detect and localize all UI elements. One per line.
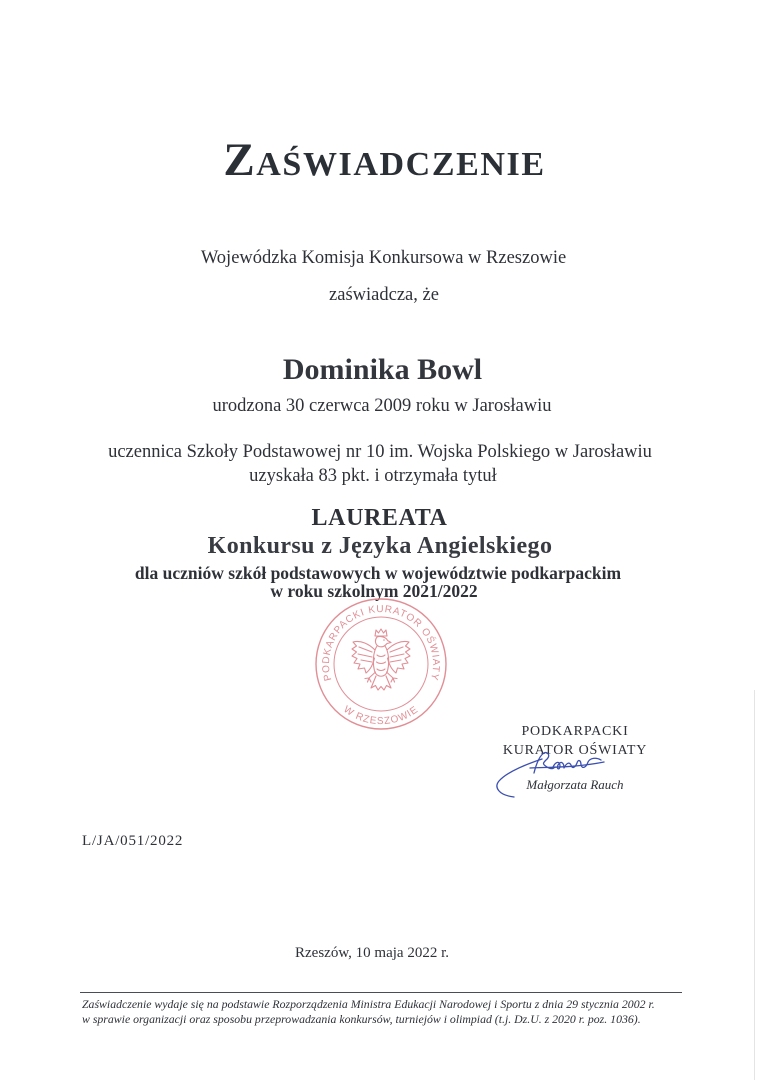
footer-legal-note-line-2: w sprawie organizacji oraz sposobu przeprowadzania konkursów, turniejów i olimpiad (t.j. Dz.U. z 2020 r. poz. 1036). bbox=[82, 1012, 641, 1026]
birth-info: urodzona 30 czerwca 2009 roku w Jarosławiu bbox=[212, 396, 552, 416]
official-stamp bbox=[311, 594, 451, 734]
reference-number: L/JA/051/2022 bbox=[82, 833, 184, 849]
competition-name: Konkursu z Języka Angielskiego bbox=[207, 533, 553, 559]
document-title: ZAŚWIADCZENIE bbox=[223, 134, 546, 186]
award-title: LAUREATA bbox=[311, 505, 448, 531]
signatory-title-line-2: KURATOR OŚWIATY bbox=[502, 743, 648, 758]
competition-scope: dla uczniów szkół podstawowych w województwie podkarpackim bbox=[134, 563, 622, 583]
issuer: Wojewódzka Komisja Konkursowa w Rzeszowie bbox=[200, 248, 567, 268]
stamp-bottom-text-path: W RZESZOWIE bbox=[341, 704, 421, 728]
place-and-date: Rzeszów, 10 maja 2022 r. bbox=[295, 945, 449, 961]
stamp-top-text-path: PODKARPACKI KURATOR OŚWIATY bbox=[320, 604, 442, 682]
certifies-text: zaświadcza, że bbox=[329, 285, 439, 305]
scan-edge-line bbox=[754, 690, 755, 1080]
footer-divider bbox=[80, 992, 682, 993]
school-year: w roku szkolnym 2021/2022 bbox=[270, 581, 478, 601]
signatory-name: Małgorzata Rauch bbox=[526, 777, 624, 792]
stamp-bottom-text bbox=[341, 704, 420, 727]
eagle-emblem bbox=[352, 629, 410, 690]
school-info: uczennica Szkoły Podstawowej nr 10 im. Wojska Polskiego w Jarosławiu bbox=[108, 442, 652, 462]
score-info: uzyskała 83 pkt. i otrzymała tytuł bbox=[249, 466, 497, 486]
signature-scribble bbox=[497, 753, 604, 797]
footer-legal-note-line-1: Zaświadczenie wydaje się na podstawie Rozporządzenia Ministra Edukacji Narodowej i Sportu z dnia 29 stycznia 2002 r. bbox=[82, 997, 655, 1011]
signatory-title-line-1: PODKARPACKI bbox=[521, 724, 629, 739]
recipient-name: Dominika Bowl bbox=[282, 353, 483, 386]
handwritten-signature bbox=[490, 745, 610, 805]
